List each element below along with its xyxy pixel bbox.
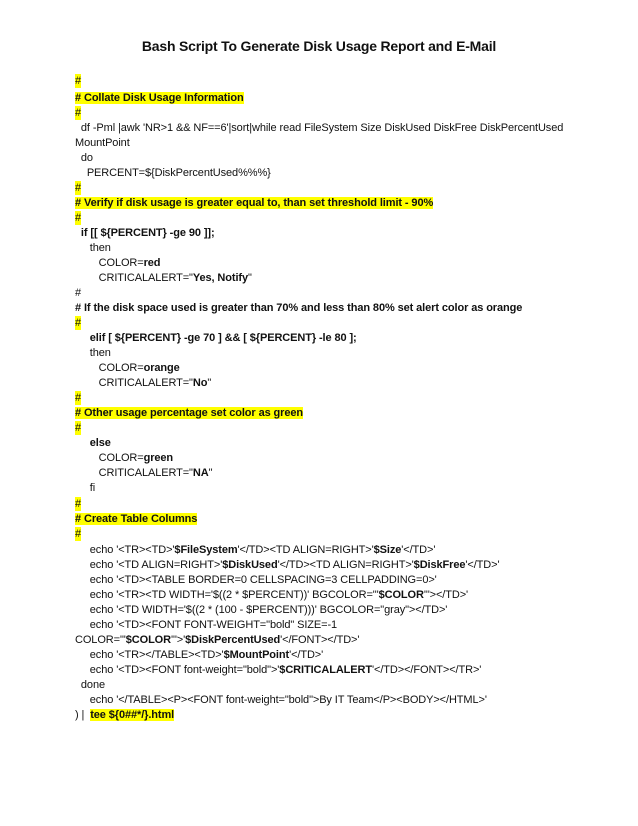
comment-line: # <box>75 182 82 194</box>
code-line: done <box>75 679 105 691</box>
comment-line: # <box>75 287 82 299</box>
code-fragment: ) | <box>75 709 91 721</box>
code-fragment: '</FONT></TD>' <box>280 634 360 646</box>
code-line: MountPoint <box>75 137 130 149</box>
code-line: PERCENT=${DiskPercentUsed%%%} <box>75 167 271 179</box>
code-fragment: '</TD>' <box>401 544 436 556</box>
section-heading-other: # Other usage percentage set color as green <box>75 407 304 419</box>
document-title: Bash Script To Generate Disk Usage Report and E-Mail <box>141 38 497 54</box>
code-fragment: '</TD>' <box>289 649 324 661</box>
code-fragment: '">' <box>171 634 186 646</box>
code-line-bold: elif [ ${PERCENT} -ge 70 ] && [ ${PERCENT} -le 80 ]; <box>75 332 357 344</box>
code-fragment: " <box>208 467 213 479</box>
code-fragment: echo '<TR><TD>' <box>75 544 175 556</box>
comment-line: # <box>75 392 82 404</box>
code-line: do <box>75 152 93 164</box>
code-fragment-bold: $COLOR <box>378 589 424 601</box>
code-fragment-bold: $DiskPercentUsed <box>185 634 281 646</box>
comment-line: # <box>75 212 82 224</box>
code-fragment: COLOR="' <box>75 634 126 646</box>
code-line <box>75 376 211 390</box>
code-fragment: '</TD>' <box>465 559 500 571</box>
code-fragment-bold: green <box>143 452 174 464</box>
code-line: echo '<TD WIDTH='$((2 * (100 - $PERCENT)))' BGCOLOR="gray"></TD>' <box>75 604 448 616</box>
comment-line: # <box>75 75 82 87</box>
code-line: echo '<TD><FONT FONT-WEIGHT="bold" SIZE=-1 <box>75 619 338 631</box>
code-fragment-bold: $FileSystem <box>174 544 238 556</box>
code-fragment: echo '<TD><FONT font-weight="bold">' <box>75 664 280 676</box>
code-fragment: CRITICALALERT=" <box>75 377 193 389</box>
code-fragment: CRITICALALERT=" <box>75 272 193 284</box>
code-fragment: COLOR= <box>75 362 144 374</box>
code-line: then <box>75 347 111 359</box>
code-fragment: echo '<TR></TABLE><TD>' <box>75 649 224 661</box>
code-fragment-bold: $DiskUsed <box>222 559 278 571</box>
code-fragment: " <box>207 377 212 389</box>
code-line <box>75 361 180 375</box>
code-line <box>75 588 468 602</box>
code-line: then <box>75 242 111 254</box>
code-line: fi <box>75 482 96 494</box>
comment-line: # <box>75 107 82 119</box>
code-line <box>75 451 173 465</box>
section-heading-verify: # Verify if disk usage is greater equal to, than set threshold limit - 90% <box>75 197 434 209</box>
comment-line: # <box>75 498 82 510</box>
code-fragment-bold: orange <box>143 362 180 374</box>
code-fragment-bold: $CRITICALALERT <box>279 664 373 676</box>
comment-line: # <box>75 317 82 329</box>
code-line <box>75 633 359 647</box>
code-line: echo '<TD><TABLE BORDER=0 CELLSPACING=3 CELLPADDING=0>' <box>75 574 437 586</box>
code-line <box>75 466 212 480</box>
code-line <box>75 558 499 572</box>
code-fragment-bold: $MountPoint <box>223 649 290 661</box>
code-fragment-bold: No <box>192 377 208 389</box>
code-line <box>75 708 174 722</box>
comment-line: # <box>75 528 82 540</box>
section-heading-table: # Create Table Columns <box>75 513 198 525</box>
code-line <box>75 543 435 557</box>
tee-command: tee ${0##*/}.html <box>90 709 175 721</box>
code-line: df -Pml |awk 'NR>1 && NF==6'|sort|while read FileSystem Size DiskUsed DiskFree DiskPercentUsed <box>75 122 564 134</box>
comment-heading-orange: # If the disk space used is greater than 70% and less than 80% set alert color as orange <box>75 302 523 314</box>
code-fragment-bold: NA <box>192 467 209 479</box>
code-fragment-bold: $Size <box>373 544 402 556</box>
code-fragment-bold: $DiskFree <box>413 559 466 571</box>
code-fragment: CRITICALALERT=" <box>75 467 193 479</box>
code-fragment: COLOR= <box>75 452 144 464</box>
code-line: echo '</TABLE><P><FONT font-weight="bold">By IT Team</P><BODY></HTML>' <box>75 694 487 706</box>
code-line-bold: else <box>75 437 111 449</box>
code-fragment: COLOR= <box>75 257 144 269</box>
section-heading-collate: # Collate Disk Usage Information <box>75 92 244 104</box>
code-line <box>75 271 252 285</box>
code-fragment: '"></TD>' <box>423 589 469 601</box>
code-fragment: echo '<TR><TD WIDTH='$((2 * $PERCENT))' BGCOLOR="' <box>75 589 379 601</box>
code-fragment: '</TD></FONT></TR>' <box>372 664 482 676</box>
code-line-bold: if [[ ${PERCENT} -ge 90 ]]; <box>75 227 215 239</box>
code-fragment: '</TD><TD ALIGN=RIGHT>' <box>237 544 374 556</box>
comment-line: # <box>75 422 82 434</box>
code-line <box>75 256 160 270</box>
code-fragment-bold: $COLOR <box>125 634 171 646</box>
code-line <box>75 663 481 677</box>
code-fragment: '</TD><TD ALIGN=RIGHT>' <box>277 559 414 571</box>
code-fragment: echo '<TD ALIGN=RIGHT>' <box>75 559 223 571</box>
code-fragment-bold: red <box>143 257 161 269</box>
code-fragment-bold: Yes, Notify <box>192 272 249 284</box>
code-line <box>75 648 323 662</box>
code-fragment: " <box>248 272 252 284</box>
